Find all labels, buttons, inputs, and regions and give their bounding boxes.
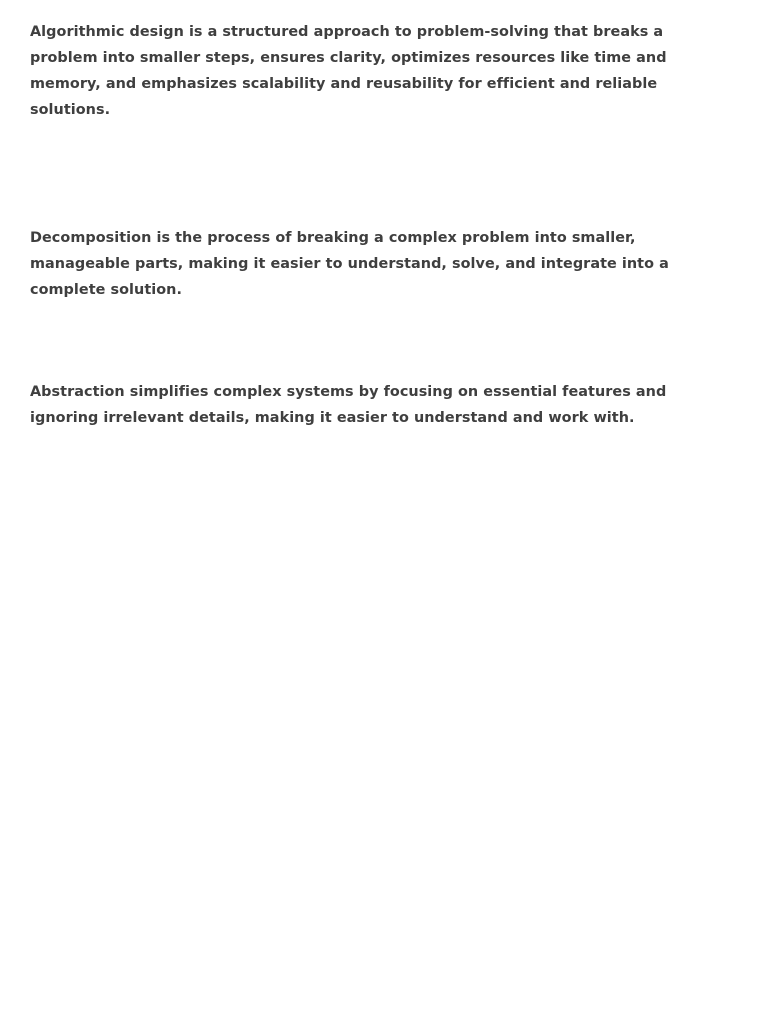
paragraph-decomposition: Decomposition is the process of breaking a complex problem into smaller, manageable parts, making it easier to understand, solve, and integrate into a complete solution. <box>30 230 669 298</box>
paragraph-algorithmic-design: Algorithmic design is a structured approach to problem-solving that breaks a problem into smaller steps, ensures clarity, optimizes resources like time and memory, and emphasizes scalability and reusability for efficient and reliable solutions. <box>30 24 667 118</box>
paragraph-abstraction: Abstraction simplifies complex systems by focusing on essential features and ignoring irrelevant details, making it easier to understand and work with. <box>30 384 667 426</box>
